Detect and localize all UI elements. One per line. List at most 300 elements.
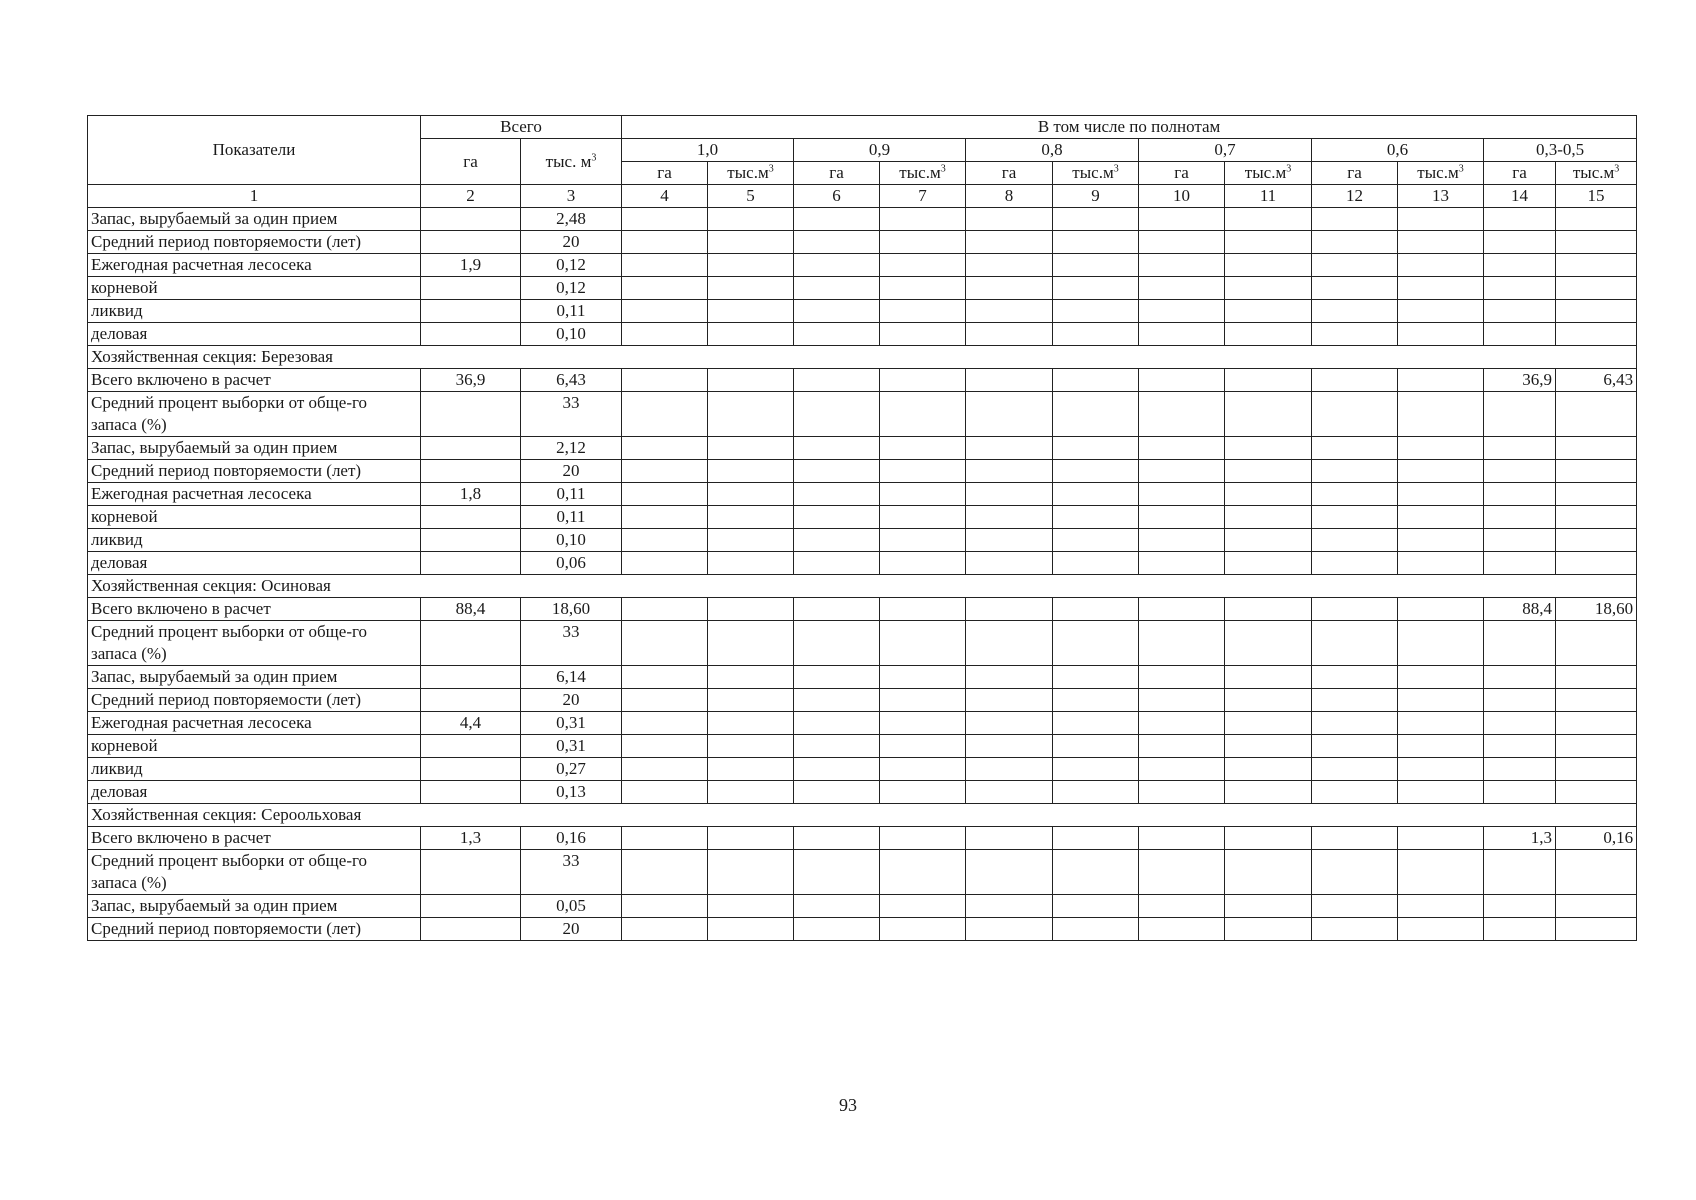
cell-empty xyxy=(1139,850,1225,895)
row-label: деловая xyxy=(88,781,421,804)
cell-empty xyxy=(794,758,880,781)
cell-total-ha: 36,9 xyxy=(421,369,521,392)
cell-total-vol: 0,10 xyxy=(521,529,622,552)
cell-density-vol xyxy=(1556,529,1637,552)
cell-total-vol: 33 xyxy=(521,621,622,666)
cell-density-vol xyxy=(1556,781,1637,804)
header-total-vol: тыс. $м^3$ xyxy=(521,139,622,185)
cell-empty xyxy=(966,208,1053,231)
table-row xyxy=(88,895,1637,918)
cell-empty xyxy=(1053,552,1139,575)
cell-empty xyxy=(1225,735,1312,758)
section-title: Хозяйственная секция: Сероольховая xyxy=(88,804,1637,827)
cell-empty xyxy=(622,300,708,323)
cell-empty xyxy=(794,254,880,277)
cell-empty xyxy=(1398,369,1484,392)
row-label: Всего включено в расчет xyxy=(88,598,421,621)
cell-empty xyxy=(1225,460,1312,483)
cell-empty xyxy=(1225,277,1312,300)
cell-empty xyxy=(794,827,880,850)
cell-empty xyxy=(708,254,794,277)
cell-density-ha: 1,3 xyxy=(1484,827,1556,850)
cell-empty xyxy=(880,369,966,392)
cell-empty xyxy=(966,621,1053,666)
cell-density-ha xyxy=(1484,712,1556,735)
cell-empty xyxy=(1312,666,1398,689)
cell-density-ha xyxy=(1484,781,1556,804)
cell-empty xyxy=(794,621,880,666)
header-unit-vol: $тыс.м^3$ xyxy=(1053,162,1139,185)
cell-empty xyxy=(966,254,1053,277)
cell-empty xyxy=(1053,208,1139,231)
cell-empty xyxy=(622,918,708,941)
cell-empty xyxy=(708,735,794,758)
cell-empty xyxy=(966,918,1053,941)
cell-empty xyxy=(622,392,708,437)
table-row xyxy=(88,506,1637,529)
cell-empty xyxy=(794,323,880,346)
cell-empty xyxy=(1225,254,1312,277)
cell-empty xyxy=(880,529,966,552)
cell-empty xyxy=(622,529,708,552)
cell-empty xyxy=(622,369,708,392)
cell-total-vol: 6,43 xyxy=(521,369,622,392)
cell-empty xyxy=(708,437,794,460)
cell-empty xyxy=(622,277,708,300)
cell-total-ha xyxy=(421,277,521,300)
cell-empty xyxy=(1312,208,1398,231)
cell-total-vol: 0,13 xyxy=(521,781,622,804)
cell-density-vol xyxy=(1556,323,1637,346)
cell-empty xyxy=(1398,598,1484,621)
row-label: Средний период повторяемости (лет) xyxy=(88,231,421,254)
cell-total-ha xyxy=(421,850,521,895)
table-row xyxy=(88,712,1637,735)
cell-total-ha xyxy=(421,689,521,712)
cell-density-ha xyxy=(1484,300,1556,323)
cell-total-ha xyxy=(421,437,521,460)
cell-total-ha xyxy=(421,323,521,346)
header-unit-ha: га xyxy=(1484,162,1556,185)
cell-total-vol: 0,10 xyxy=(521,323,622,346)
cell-empty xyxy=(966,300,1053,323)
cell-empty xyxy=(794,529,880,552)
cell-empty xyxy=(622,552,708,575)
cell-empty xyxy=(880,598,966,621)
cell-density-ha xyxy=(1484,735,1556,758)
header-unit-vol: $тыс.м^3$ xyxy=(1398,162,1484,185)
cell-empty xyxy=(880,895,966,918)
column-number: 9 xyxy=(1053,185,1139,208)
cell-total-vol: 0,11 xyxy=(521,483,622,506)
cell-density-vol: 6,43 xyxy=(1556,369,1637,392)
row-label: Средний процент выборки от обще-го запаса (%) xyxy=(88,392,421,437)
cell-density-ha: 88,4 xyxy=(1484,598,1556,621)
cell-empty xyxy=(1053,231,1139,254)
cell-total-vol: 18,60 xyxy=(521,598,622,621)
cell-empty xyxy=(966,483,1053,506)
column-number: 1 xyxy=(88,185,421,208)
cell-density-ha xyxy=(1484,666,1556,689)
row-label: Запас, вырубаемый за один прием xyxy=(88,437,421,460)
cell-empty xyxy=(966,552,1053,575)
cell-total-ha xyxy=(421,506,521,529)
header-total-ha: га xyxy=(421,139,521,185)
cell-total-vol: 33 xyxy=(521,850,622,895)
cell-empty xyxy=(794,460,880,483)
cell-total-ha xyxy=(421,529,521,552)
cell-total-vol: 0,05 xyxy=(521,895,622,918)
cell-density-vol xyxy=(1556,666,1637,689)
cell-empty xyxy=(880,277,966,300)
cell-density-vol xyxy=(1556,460,1637,483)
cell-empty xyxy=(1053,460,1139,483)
row-label: Запас, вырубаемый за один прием xyxy=(88,208,421,231)
column-number: 15 xyxy=(1556,185,1637,208)
cell-empty xyxy=(1053,918,1139,941)
cell-empty xyxy=(1053,506,1139,529)
cell-empty xyxy=(880,392,966,437)
cell-empty xyxy=(880,735,966,758)
cell-empty xyxy=(1139,552,1225,575)
cell-empty xyxy=(880,552,966,575)
row-label: Средний период повторяемости (лет) xyxy=(88,689,421,712)
table-row xyxy=(88,850,1637,895)
cell-empty xyxy=(1312,621,1398,666)
cell-empty xyxy=(708,895,794,918)
cell-empty xyxy=(794,392,880,437)
cell-density-vol xyxy=(1556,254,1637,277)
cell-empty xyxy=(1398,781,1484,804)
cell-empty xyxy=(1225,231,1312,254)
cell-empty xyxy=(1398,231,1484,254)
cell-density-ha xyxy=(1484,895,1556,918)
cell-empty xyxy=(1139,735,1225,758)
cell-density-ha xyxy=(1484,208,1556,231)
row-label: Средний период повторяемости (лет) xyxy=(88,460,421,483)
cell-total-ha xyxy=(421,758,521,781)
table-header xyxy=(88,116,1637,208)
cell-empty xyxy=(1398,918,1484,941)
cell-empty xyxy=(1053,850,1139,895)
cell-empty xyxy=(1053,254,1139,277)
table-row xyxy=(88,392,1637,437)
cell-density-ha xyxy=(1484,254,1556,277)
cell-empty xyxy=(1053,621,1139,666)
header-unit-ha: га xyxy=(966,162,1053,185)
cell-empty xyxy=(794,666,880,689)
cell-empty xyxy=(1225,712,1312,735)
cell-empty xyxy=(1139,323,1225,346)
row-label: корневой xyxy=(88,277,421,300)
row-label: Всего включено в расчет xyxy=(88,827,421,850)
cell-total-vol: 0,12 xyxy=(521,277,622,300)
cell-empty xyxy=(1139,827,1225,850)
cell-empty xyxy=(622,506,708,529)
cell-empty xyxy=(1139,689,1225,712)
cell-empty xyxy=(1225,689,1312,712)
cell-empty xyxy=(1398,506,1484,529)
cell-total-ha xyxy=(421,621,521,666)
cell-empty xyxy=(880,323,966,346)
cell-empty xyxy=(1225,300,1312,323)
cell-empty xyxy=(794,598,880,621)
cell-empty xyxy=(622,895,708,918)
cell-empty xyxy=(1398,300,1484,323)
table-row xyxy=(88,460,1637,483)
cell-empty xyxy=(1312,483,1398,506)
column-number: 12 xyxy=(1312,185,1398,208)
cell-empty xyxy=(708,689,794,712)
header-unit-vol: $тыс.м^3$ xyxy=(880,162,966,185)
column-number: 11 xyxy=(1225,185,1312,208)
cell-empty xyxy=(622,850,708,895)
cell-empty xyxy=(708,918,794,941)
cell-density-ha xyxy=(1484,437,1556,460)
cell-total-ha xyxy=(421,392,521,437)
cell-empty xyxy=(1398,827,1484,850)
cell-density-ha xyxy=(1484,483,1556,506)
table-row xyxy=(88,277,1637,300)
cell-total-vol: 0,11 xyxy=(521,300,622,323)
cell-density-vol xyxy=(1556,895,1637,918)
cell-total-vol: 20 xyxy=(521,918,622,941)
cell-density-vol xyxy=(1556,621,1637,666)
cell-empty xyxy=(880,437,966,460)
cell-empty xyxy=(794,712,880,735)
cell-density-ha xyxy=(1484,918,1556,941)
cell-empty xyxy=(1139,437,1225,460)
cell-empty xyxy=(880,506,966,529)
cell-total-vol: 0,11 xyxy=(521,506,622,529)
cell-empty xyxy=(966,277,1053,300)
header-by-density: В том числе по полнотам xyxy=(622,116,1637,139)
cell-empty xyxy=(794,781,880,804)
cell-empty xyxy=(1053,781,1139,804)
cell-empty xyxy=(622,254,708,277)
cell-empty xyxy=(1398,277,1484,300)
column-number-row xyxy=(88,185,1637,208)
cell-empty xyxy=(1225,506,1312,529)
cell-empty xyxy=(1312,850,1398,895)
cell-empty xyxy=(966,895,1053,918)
cell-empty xyxy=(708,712,794,735)
cell-empty xyxy=(1312,598,1398,621)
row-label: Средний процент выборки от обще-го запаса (%) xyxy=(88,850,421,895)
cell-empty xyxy=(1053,735,1139,758)
cell-empty xyxy=(1139,254,1225,277)
cell-empty xyxy=(708,460,794,483)
cell-empty xyxy=(622,483,708,506)
cell-empty xyxy=(1053,300,1139,323)
cell-total-ha xyxy=(421,666,521,689)
cell-empty xyxy=(622,323,708,346)
row-label: Средний период повторяемости (лет) xyxy=(88,918,421,941)
cell-total-ha xyxy=(421,208,521,231)
cell-density-vol xyxy=(1556,506,1637,529)
cell-empty xyxy=(708,277,794,300)
cell-density-ha xyxy=(1484,231,1556,254)
cell-empty xyxy=(1225,758,1312,781)
cell-total-vol: 2,12 xyxy=(521,437,622,460)
cell-empty xyxy=(622,621,708,666)
cell-total-ha: 1,9 xyxy=(421,254,521,277)
cell-empty xyxy=(1053,758,1139,781)
cell-empty xyxy=(708,529,794,552)
header-unit-vol: $тыс.м^3$ xyxy=(1225,162,1312,185)
cell-empty xyxy=(880,483,966,506)
cell-empty xyxy=(622,437,708,460)
cell-density-ha xyxy=(1484,552,1556,575)
row-label: корневой xyxy=(88,506,421,529)
cell-empty xyxy=(794,850,880,895)
cell-density-vol xyxy=(1556,277,1637,300)
cell-empty xyxy=(1398,895,1484,918)
cell-empty xyxy=(708,781,794,804)
cell-empty xyxy=(966,529,1053,552)
cell-density-vol xyxy=(1556,231,1637,254)
cell-empty xyxy=(1312,735,1398,758)
cell-empty xyxy=(1312,392,1398,437)
cell-empty xyxy=(794,552,880,575)
cell-empty xyxy=(1139,598,1225,621)
header-unit-vol: $тыс.м^3$ xyxy=(1556,162,1637,185)
cell-total-vol: 20 xyxy=(521,231,622,254)
cell-empty xyxy=(708,666,794,689)
cell-empty xyxy=(1053,323,1139,346)
cell-empty xyxy=(1225,552,1312,575)
cell-empty xyxy=(1139,231,1225,254)
cell-empty xyxy=(708,300,794,323)
table-row xyxy=(88,300,1637,323)
cell-empty xyxy=(622,827,708,850)
cell-empty xyxy=(1225,392,1312,437)
cell-empty xyxy=(1139,208,1225,231)
cell-empty xyxy=(794,895,880,918)
cell-empty xyxy=(708,483,794,506)
cell-empty xyxy=(1312,918,1398,941)
cell-empty xyxy=(1312,529,1398,552)
cell-empty xyxy=(1312,437,1398,460)
table-row xyxy=(88,666,1637,689)
forest-stock-table xyxy=(87,115,1637,941)
cell-total-ha xyxy=(421,918,521,941)
row-label: Ежегодная расчетная лесосека xyxy=(88,483,421,506)
cell-empty xyxy=(1398,552,1484,575)
cell-total-ha xyxy=(421,231,521,254)
cell-total-vol: 0,31 xyxy=(521,735,622,758)
cell-empty xyxy=(966,735,1053,758)
cell-empty xyxy=(708,552,794,575)
cell-empty xyxy=(966,781,1053,804)
cell-total-ha: 1,3 xyxy=(421,827,521,850)
cell-total-ha xyxy=(421,735,521,758)
cell-empty xyxy=(1139,918,1225,941)
cell-density-ha: 36,9 xyxy=(1484,369,1556,392)
cell-empty xyxy=(1053,277,1139,300)
cell-empty xyxy=(880,918,966,941)
table-row xyxy=(88,552,1637,575)
cell-empty xyxy=(1053,437,1139,460)
column-number: 8 xyxy=(966,185,1053,208)
cell-empty xyxy=(880,254,966,277)
cell-empty xyxy=(622,208,708,231)
column-number: 4 xyxy=(622,185,708,208)
cell-empty xyxy=(1398,689,1484,712)
cell-total-vol: 0,06 xyxy=(521,552,622,575)
cell-empty xyxy=(622,666,708,689)
cell-empty xyxy=(1053,895,1139,918)
cell-empty xyxy=(1225,369,1312,392)
cell-empty xyxy=(1225,895,1312,918)
cell-empty xyxy=(622,231,708,254)
cell-empty xyxy=(708,323,794,346)
cell-density-vol xyxy=(1556,483,1637,506)
cell-empty xyxy=(1312,323,1398,346)
cell-empty xyxy=(1139,758,1225,781)
cell-empty xyxy=(966,598,1053,621)
cell-density-vol xyxy=(1556,437,1637,460)
cell-empty xyxy=(1312,369,1398,392)
cell-empty xyxy=(708,850,794,895)
cell-density-ha xyxy=(1484,460,1556,483)
cell-empty xyxy=(1139,712,1225,735)
page-number: 93 xyxy=(839,1095,857,1115)
cell-empty xyxy=(622,758,708,781)
cell-density-ha xyxy=(1484,323,1556,346)
cell-empty xyxy=(794,369,880,392)
header-density: 0,7 xyxy=(1139,139,1312,162)
cell-empty xyxy=(1312,712,1398,735)
cell-empty xyxy=(966,392,1053,437)
header-density: 0,6 xyxy=(1312,139,1484,162)
cell-total-vol: 0,31 xyxy=(521,712,622,735)
cell-empty xyxy=(1225,323,1312,346)
cell-empty xyxy=(1225,781,1312,804)
cell-empty xyxy=(1312,460,1398,483)
row-label: корневой xyxy=(88,735,421,758)
cell-empty xyxy=(1398,850,1484,895)
cell-empty xyxy=(1312,781,1398,804)
cell-empty xyxy=(880,758,966,781)
cell-empty xyxy=(1312,827,1398,850)
row-label: ликвид xyxy=(88,300,421,323)
cell-empty xyxy=(880,231,966,254)
cell-empty xyxy=(966,689,1053,712)
cell-empty xyxy=(966,850,1053,895)
cell-empty xyxy=(1225,850,1312,895)
cell-empty xyxy=(622,598,708,621)
column-number: 14 xyxy=(1484,185,1556,208)
cell-empty xyxy=(1053,529,1139,552)
cell-total-vol: 6,14 xyxy=(521,666,622,689)
cell-empty xyxy=(880,208,966,231)
column-number: 13 xyxy=(1398,185,1484,208)
cell-empty xyxy=(794,506,880,529)
cell-empty xyxy=(1139,300,1225,323)
column-number: 2 xyxy=(421,185,521,208)
table-row xyxy=(88,918,1637,941)
cell-empty xyxy=(708,208,794,231)
cell-empty xyxy=(708,369,794,392)
cell-empty xyxy=(880,300,966,323)
row-label: деловая xyxy=(88,552,421,575)
cell-empty xyxy=(708,621,794,666)
cell-density-ha xyxy=(1484,850,1556,895)
cell-empty xyxy=(966,666,1053,689)
table-row xyxy=(88,529,1637,552)
cell-empty xyxy=(1053,392,1139,437)
